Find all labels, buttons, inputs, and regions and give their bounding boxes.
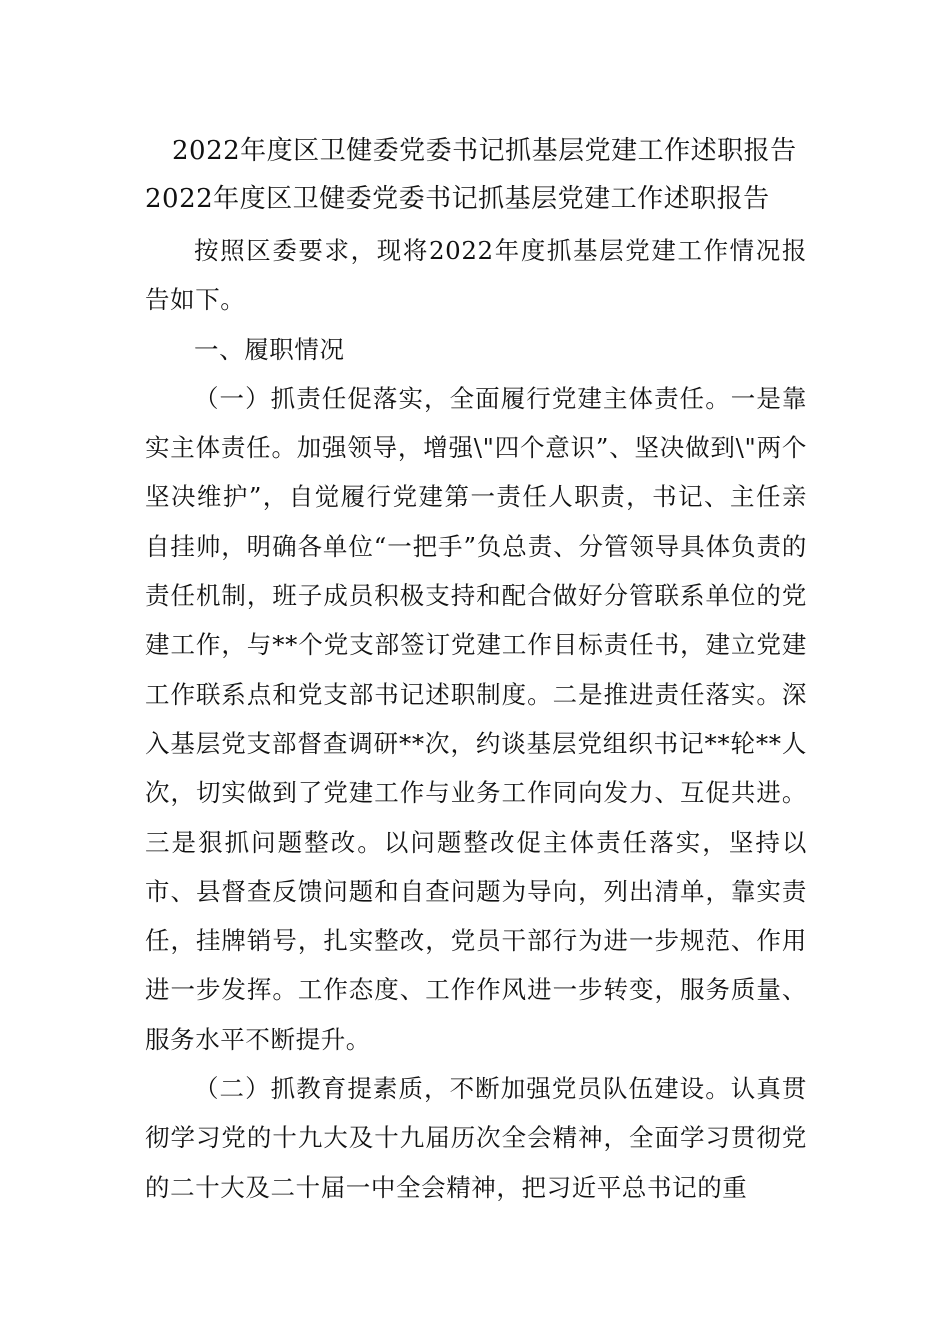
document-title-line-2: 2022年度区卫健委党委书记抓基层党建工作述职报告 — [145, 184, 770, 214]
intro-paragraph: 按照区委要求，现将2022年度抓基层党建工作情况报告如下。 — [145, 236, 807, 315]
document-body — [145, 226, 807, 1212]
section-heading-performance: 一、履职情况 — [194, 334, 345, 364]
document-title-line-1: 2022年度区卫健委党委书记抓基层党建工作述职报告 — [172, 136, 797, 166]
paragraph-education: （二）抓教育提素质，不断加强党员队伍建设。认真贯彻学习党的十九大及十九届历次全会精神，全面学习贯彻党的二十大及二十届一中全会精神，把习近平总书记的重 — [145, 1074, 807, 1202]
paragraph-responsibility: （一）抓责任促落实，全面履行党建主体责任。一是靠实主体责任。加强领导，增强\"四个意识”、坚决做到\"两个坚决维护”，自觉履行党建第一责任人职责，书记、主任亲自挂帅，明确各单位“一把手”负总责、分管领导具体负责的责任机制，班子成员积极支持和配合做好分管联系单位的党建工作，与**个党支部签订党建工作目标责任书，建立党建工作联系点和党支部书记述职制度。二是推进责任落实。深入基层党支部督查调研**次，约谈基层党组织书记**轮**人次，切实做到了党建工作与业务工作同向发力、互促共进。三是狠抓问题整改。以问题整改促主体责任落实，坚持以市、县督查反馈问题和自查问题为导向，列出清单，靠实责任，挂牌销号，扎实整改，党员干部行为进一步规范、作用进一步发挥。工作态度、工作作风进一步转变，服务质量、服务水平不断提升。 — [145, 383, 807, 1054]
